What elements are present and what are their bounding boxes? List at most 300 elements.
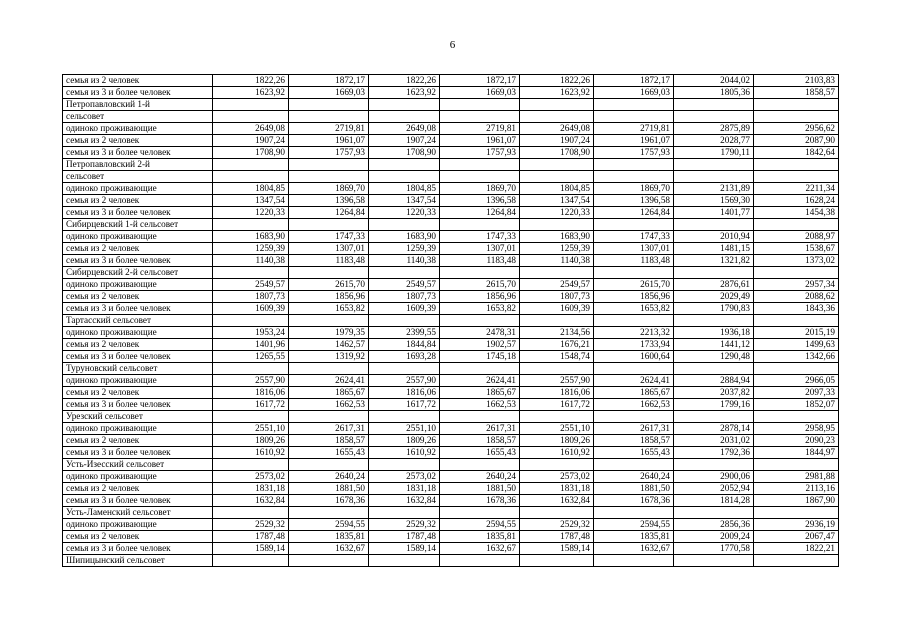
- value-cell: 1792,36: [674, 447, 754, 459]
- value-cell: 1609,39: [369, 303, 440, 315]
- value-cell: 1183,48: [594, 255, 674, 267]
- table-row: [63, 135, 839, 147]
- value-cell: [369, 507, 440, 519]
- category-cell: семья из 3 и более человек: [63, 87, 213, 99]
- value-cell: [594, 459, 674, 471]
- table-row: [63, 279, 839, 291]
- value-cell: [594, 363, 674, 375]
- table-row: [63, 387, 839, 399]
- category-cell: семья из 3 и более человек: [63, 351, 213, 363]
- value-cell: 1804,85: [369, 183, 440, 195]
- value-cell: 1799,16: [674, 399, 754, 411]
- value-cell: 2010,94: [674, 231, 754, 243]
- value-cell: 1441,12: [674, 339, 754, 351]
- value-cell: 1822,26: [213, 75, 289, 87]
- value-cell: 1790,11: [674, 147, 754, 159]
- value-cell: 1822,26: [369, 75, 440, 87]
- value-cell: 1265,55: [213, 351, 289, 363]
- section-name-cell: Петропавловский 2-й: [63, 159, 213, 171]
- value-cell: [440, 363, 520, 375]
- value-cell: [213, 159, 289, 171]
- value-cell: 1623,92: [369, 87, 440, 99]
- value-cell: 1842,64: [754, 147, 839, 159]
- section-header-row: [63, 555, 839, 567]
- value-cell: 1881,50: [440, 483, 520, 495]
- value-cell: 1548,74: [520, 351, 594, 363]
- value-cell: 1678,36: [594, 495, 674, 507]
- value-cell: [289, 159, 369, 171]
- value-cell: 2573,02: [369, 471, 440, 483]
- value-cell: 1733,94: [594, 339, 674, 351]
- value-cell: 1804,85: [520, 183, 594, 195]
- category-cell: семья из 3 и более человек: [63, 147, 213, 159]
- value-cell: 1831,18: [369, 483, 440, 495]
- value-cell: [369, 111, 440, 123]
- value-cell: 1745,18: [440, 351, 520, 363]
- value-cell: 1617,72: [369, 399, 440, 411]
- value-cell: 1669,03: [594, 87, 674, 99]
- value-cell: 2617,31: [289, 423, 369, 435]
- value-cell: 1610,92: [213, 447, 289, 459]
- value-cell: [213, 411, 289, 423]
- value-cell: 1807,73: [520, 291, 594, 303]
- value-cell: [594, 219, 674, 231]
- value-cell: 1653,82: [440, 303, 520, 315]
- value-cell: [674, 363, 754, 375]
- value-cell: 2594,55: [594, 519, 674, 531]
- value-cell: 1790,83: [674, 303, 754, 315]
- value-cell: 1708,90: [520, 147, 594, 159]
- value-cell: 1867,90: [754, 495, 839, 507]
- value-cell: [594, 315, 674, 327]
- value-cell: 1869,70: [440, 183, 520, 195]
- value-cell: 1632,84: [369, 495, 440, 507]
- value-cell: [289, 111, 369, 123]
- value-cell: [594, 99, 674, 111]
- category-cell: семья из 2 человек: [63, 339, 213, 351]
- value-cell: 2624,41: [594, 375, 674, 387]
- value-cell: 1632,67: [289, 543, 369, 555]
- value-cell: 1676,21: [520, 339, 594, 351]
- value-cell: 1858,57: [289, 435, 369, 447]
- value-cell: 1835,81: [289, 531, 369, 543]
- value-cell: 1655,43: [289, 447, 369, 459]
- value-cell: [754, 315, 839, 327]
- value-cell: [213, 363, 289, 375]
- value-cell: 1319,92: [289, 351, 369, 363]
- value-cell: 2719,81: [440, 123, 520, 135]
- value-cell: 2640,24: [594, 471, 674, 483]
- value-cell: 2878,14: [674, 423, 754, 435]
- value-cell: 2557,90: [369, 375, 440, 387]
- category-cell: семья из 3 и более человек: [63, 447, 213, 459]
- value-cell: 1708,90: [213, 147, 289, 159]
- page-number: 6: [449, 39, 456, 51]
- value-cell: 1770,58: [674, 543, 754, 555]
- value-cell: 1653,82: [289, 303, 369, 315]
- value-cell: 2957,34: [754, 279, 839, 291]
- value-cell: [754, 411, 839, 423]
- value-cell: 1872,17: [289, 75, 369, 87]
- table-row: [63, 375, 839, 387]
- value-cell: [594, 267, 674, 279]
- value-cell: 2956,62: [754, 123, 839, 135]
- value-cell: 1907,24: [520, 135, 594, 147]
- value-cell: 2551,10: [520, 423, 594, 435]
- value-cell: 1869,70: [594, 183, 674, 195]
- value-cell: 1264,84: [289, 207, 369, 219]
- value-cell: 1220,33: [369, 207, 440, 219]
- section-name-cell: Усть-Изесский сельсовет: [63, 459, 213, 471]
- value-cell: 1872,17: [440, 75, 520, 87]
- value-cell: [369, 99, 440, 111]
- section-name-cell: Петропавловский 1-й: [63, 99, 213, 111]
- table-body: [63, 75, 839, 567]
- value-cell: 1140,38: [213, 255, 289, 267]
- category-cell: семья из 2 человек: [63, 387, 213, 399]
- value-cell: 1787,48: [369, 531, 440, 543]
- value-cell: 2617,31: [440, 423, 520, 435]
- category-cell: одиноко проживающие: [63, 231, 213, 243]
- section-header-row: [63, 267, 839, 279]
- value-cell: [289, 99, 369, 111]
- section-name-cell: Шипицынский сельсовет: [63, 555, 213, 567]
- value-cell: 1844,84: [369, 339, 440, 351]
- value-cell: [754, 363, 839, 375]
- value-cell: [674, 219, 754, 231]
- value-cell: [289, 315, 369, 327]
- value-cell: 1831,18: [520, 483, 594, 495]
- value-cell: [369, 315, 440, 327]
- value-cell: [520, 159, 594, 171]
- value-cell: 2088,62: [754, 291, 839, 303]
- value-cell: 2615,70: [594, 279, 674, 291]
- category-cell: семья из 2 человек: [63, 435, 213, 447]
- value-cell: 1858,57: [440, 435, 520, 447]
- category-cell: семья из 2 человек: [63, 75, 213, 87]
- table-row: [63, 495, 839, 507]
- value-cell: 2649,08: [520, 123, 594, 135]
- value-cell: 1307,01: [289, 243, 369, 255]
- value-cell: 1347,54: [520, 195, 594, 207]
- value-cell: 1259,39: [213, 243, 289, 255]
- table-row: [63, 351, 839, 363]
- category-cell: семья из 3 и более человек: [63, 495, 213, 507]
- value-cell: 1140,38: [520, 255, 594, 267]
- value-cell: 2097,33: [754, 387, 839, 399]
- value-cell: 2719,81: [594, 123, 674, 135]
- value-cell: 1632,67: [594, 543, 674, 555]
- section-header-row: [63, 99, 839, 111]
- value-cell: 1609,39: [520, 303, 594, 315]
- value-cell: 1961,07: [440, 135, 520, 147]
- value-cell: 2213,32: [594, 327, 674, 339]
- table-row: [63, 183, 839, 195]
- category-cell: семья из 3 и более человек: [63, 543, 213, 555]
- value-cell: 2052,94: [674, 483, 754, 495]
- category-cell: семья из 3 и более человек: [63, 303, 213, 315]
- value-cell: 2009,24: [674, 531, 754, 543]
- section-name-cell: Урезский сельсовет: [63, 411, 213, 423]
- value-cell: 1822,26: [520, 75, 594, 87]
- value-cell: 1693,28: [369, 351, 440, 363]
- value-cell: 2573,02: [520, 471, 594, 483]
- value-cell: 1499,63: [754, 339, 839, 351]
- value-cell: 2936,19: [754, 519, 839, 531]
- value-cell: 1881,50: [289, 483, 369, 495]
- value-cell: 2399,55: [369, 327, 440, 339]
- value-cell: 1347,54: [369, 195, 440, 207]
- value-cell: [440, 315, 520, 327]
- value-cell: 2615,70: [289, 279, 369, 291]
- value-cell: [289, 171, 369, 183]
- value-cell: 1589,14: [520, 543, 594, 555]
- value-cell: 1869,70: [289, 183, 369, 195]
- section-name-cell: Усть-Ламенский сельсовет: [63, 507, 213, 519]
- value-cell: 1683,90: [520, 231, 594, 243]
- value-cell: 2549,57: [213, 279, 289, 291]
- value-cell: [520, 507, 594, 519]
- value-cell: [289, 267, 369, 279]
- value-cell: 1307,01: [440, 243, 520, 255]
- value-cell: [213, 459, 289, 471]
- value-cell: 2640,24: [440, 471, 520, 483]
- value-cell: 1807,73: [369, 291, 440, 303]
- value-cell: 1569,30: [674, 195, 754, 207]
- table-row: [63, 303, 839, 315]
- value-cell: 1628,24: [754, 195, 839, 207]
- value-cell: 1858,57: [754, 87, 839, 99]
- value-cell: 1683,90: [369, 231, 440, 243]
- value-cell: [520, 315, 594, 327]
- section-name-cell: Сибирцевский 1-й сельсовет: [63, 219, 213, 231]
- value-cell: [440, 159, 520, 171]
- value-cell: 1816,06: [369, 387, 440, 399]
- value-cell: 1872,17: [594, 75, 674, 87]
- value-cell: 2015,19: [754, 327, 839, 339]
- value-cell: 2640,24: [289, 471, 369, 483]
- value-cell: [289, 219, 369, 231]
- value-cell: 2478,31: [440, 327, 520, 339]
- value-cell: 2594,55: [289, 519, 369, 531]
- value-cell: 2649,08: [369, 123, 440, 135]
- value-cell: 1632,84: [520, 495, 594, 507]
- table-row: [63, 87, 839, 99]
- value-cell: [369, 555, 440, 567]
- value-cell: [289, 459, 369, 471]
- value-cell: [520, 555, 594, 567]
- value-cell: 2617,31: [594, 423, 674, 435]
- value-cell: 1220,33: [520, 207, 594, 219]
- value-cell: 1373,02: [754, 255, 839, 267]
- value-cell: 1321,82: [674, 255, 754, 267]
- value-cell: [369, 219, 440, 231]
- value-cell: [754, 111, 839, 123]
- value-cell: 1220,33: [213, 207, 289, 219]
- value-cell: 1809,26: [520, 435, 594, 447]
- value-cell: 2529,32: [520, 519, 594, 531]
- table-row: [63, 423, 839, 435]
- value-cell: 2966,05: [754, 375, 839, 387]
- value-cell: 1662,53: [594, 399, 674, 411]
- value-cell: 1809,26: [369, 435, 440, 447]
- value-cell: 1835,81: [440, 531, 520, 543]
- category-cell: одиноко проживающие: [63, 279, 213, 291]
- section-header-row: [63, 411, 839, 423]
- section-name-cell: сельсовет: [63, 111, 213, 123]
- value-cell: 2549,57: [520, 279, 594, 291]
- value-cell: 2649,08: [213, 123, 289, 135]
- value-cell: 2557,90: [213, 375, 289, 387]
- value-cell: 1804,85: [213, 183, 289, 195]
- value-cell: 2551,10: [213, 423, 289, 435]
- value-cell: 1632,84: [213, 495, 289, 507]
- section-name-cell: сельсовет: [63, 171, 213, 183]
- value-cell: [440, 411, 520, 423]
- value-cell: 2557,90: [520, 375, 594, 387]
- value-cell: 1747,33: [594, 231, 674, 243]
- value-cell: 1816,06: [213, 387, 289, 399]
- section-header-row: [63, 111, 839, 123]
- category-cell: одиноко проживающие: [63, 183, 213, 195]
- table-row: [63, 543, 839, 555]
- value-cell: [594, 507, 674, 519]
- value-cell: 1757,93: [594, 147, 674, 159]
- section-header-row: [63, 171, 839, 183]
- value-cell: 1342,66: [754, 351, 839, 363]
- value-cell: [213, 219, 289, 231]
- value-cell: 1589,14: [213, 543, 289, 555]
- value-cell: 1678,36: [289, 495, 369, 507]
- category-cell: семья из 2 человек: [63, 531, 213, 543]
- value-cell: 1462,57: [289, 339, 369, 351]
- value-cell: 1907,24: [213, 135, 289, 147]
- table-row: [63, 471, 839, 483]
- value-cell: [674, 315, 754, 327]
- value-cell: [520, 267, 594, 279]
- value-cell: 1907,24: [369, 135, 440, 147]
- value-cell: 1140,38: [369, 255, 440, 267]
- section-header-row: [63, 219, 839, 231]
- value-cell: 1264,84: [594, 207, 674, 219]
- category-cell: одиноко проживающие: [63, 471, 213, 483]
- category-cell: одиноко проживающие: [63, 327, 213, 339]
- value-cell: 2875,89: [674, 123, 754, 135]
- value-cell: 1347,54: [213, 195, 289, 207]
- value-cell: 2131,89: [674, 183, 754, 195]
- value-cell: [369, 159, 440, 171]
- value-cell: [213, 99, 289, 111]
- value-cell: 1835,81: [594, 531, 674, 543]
- value-cell: 1865,67: [440, 387, 520, 399]
- value-cell: [289, 507, 369, 519]
- value-cell: 1936,18: [674, 327, 754, 339]
- value-cell: [674, 99, 754, 111]
- value-cell: 1683,90: [213, 231, 289, 243]
- value-cell: 2958,95: [754, 423, 839, 435]
- value-cell: 1787,48: [213, 531, 289, 543]
- table-row: [63, 75, 839, 87]
- value-cell: 1538,67: [754, 243, 839, 255]
- value-cell: 2856,36: [674, 519, 754, 531]
- value-cell: 1396,58: [289, 195, 369, 207]
- value-cell: [440, 219, 520, 231]
- category-cell: одиноко проживающие: [63, 423, 213, 435]
- value-cell: 1856,96: [594, 291, 674, 303]
- category-cell: семья из 3 и более человек: [63, 399, 213, 411]
- value-cell: 1865,67: [289, 387, 369, 399]
- value-cell: [674, 159, 754, 171]
- value-cell: 1809,26: [213, 435, 289, 447]
- section-header-row: [63, 159, 839, 171]
- value-cell: [213, 111, 289, 123]
- value-cell: 1617,72: [213, 399, 289, 411]
- value-cell: 1831,18: [213, 483, 289, 495]
- value-cell: [520, 363, 594, 375]
- value-cell: 2551,10: [369, 423, 440, 435]
- value-cell: 1600,64: [594, 351, 674, 363]
- value-cell: 2103,83: [754, 75, 839, 87]
- value-cell: [594, 171, 674, 183]
- category-cell: семья из 3 и более человек: [63, 207, 213, 219]
- value-cell: [213, 171, 289, 183]
- value-cell: [754, 99, 839, 111]
- value-cell: 1805,36: [674, 87, 754, 99]
- value-cell: [674, 459, 754, 471]
- value-cell: 1589,14: [369, 543, 440, 555]
- value-cell: [674, 411, 754, 423]
- table-row: [63, 195, 839, 207]
- value-cell: 2624,41: [440, 375, 520, 387]
- value-cell: 1662,53: [289, 399, 369, 411]
- value-cell: [520, 111, 594, 123]
- value-cell: [754, 219, 839, 231]
- value-cell: 1653,82: [594, 303, 674, 315]
- table-row: [63, 339, 839, 351]
- value-cell: 1757,93: [440, 147, 520, 159]
- value-cell: 2113,16: [754, 483, 839, 495]
- value-cell: 1787,48: [520, 531, 594, 543]
- value-cell: [754, 507, 839, 519]
- value-cell: 1678,36: [440, 495, 520, 507]
- table-row: [63, 327, 839, 339]
- value-cell: [369, 459, 440, 471]
- table-row: [63, 435, 839, 447]
- value-cell: 1623,92: [213, 87, 289, 99]
- value-cell: 1858,57: [594, 435, 674, 447]
- value-cell: 1623,92: [520, 87, 594, 99]
- value-cell: 1183,48: [440, 255, 520, 267]
- value-cell: 1814,28: [674, 495, 754, 507]
- value-cell: 1757,93: [289, 147, 369, 159]
- value-cell: [440, 111, 520, 123]
- value-cell: 1290,48: [674, 351, 754, 363]
- value-cell: 1632,67: [440, 543, 520, 555]
- value-cell: [289, 363, 369, 375]
- value-cell: 2028,77: [674, 135, 754, 147]
- value-cell: [213, 267, 289, 279]
- value-cell: [754, 267, 839, 279]
- value-cell: [213, 315, 289, 327]
- value-cell: [754, 171, 839, 183]
- value-cell: 1708,90: [369, 147, 440, 159]
- table-row: [63, 519, 839, 531]
- value-cell: 1669,03: [440, 87, 520, 99]
- table-row: [63, 399, 839, 411]
- value-cell: 1865,67: [594, 387, 674, 399]
- value-cell: 1264,84: [440, 207, 520, 219]
- value-cell: 1396,58: [440, 195, 520, 207]
